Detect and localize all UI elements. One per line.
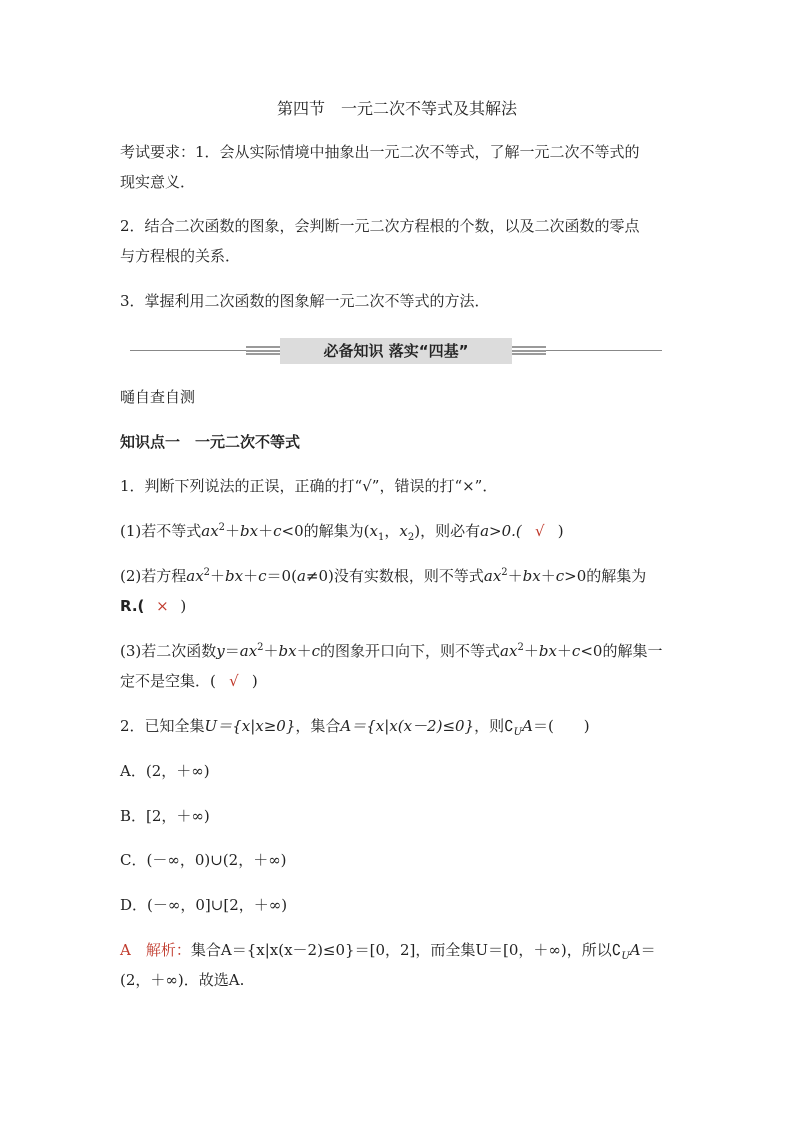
answer-cross-mark: × [156, 597, 169, 615]
banner-rule-right [546, 350, 662, 351]
analysis-label: 解析： [145, 941, 191, 959]
q2-option-a[interactable]: A．(2，＋∞) [120, 762, 210, 780]
q2-analysis-line1: A 解析：集合A＝{x|x(x－2)≤0}＝[0，2]，而全集U＝[0，＋∞)，所以$∁_UA=$ [120, 941, 656, 962]
section-name: 一元二次不等式及其解法 [341, 99, 518, 118]
q1-statement-3-line1: (3)若二次函数$y=ax^2+bx+c$的图象开口向下，则不等式$ax^2+bx+c<0$的解集一 [120, 642, 663, 660]
q2-analysis-line2: (2，＋∞)．故选A. [120, 971, 245, 989]
requirement-item2-line2: 与方程根的关系． [120, 247, 241, 265]
answer-check-mark: √ [229, 672, 239, 690]
requirement-item2-line1: 2．结合二次函数的图象，会判断一元二次方程根的个数，以及二次函数的零点 [120, 217, 640, 235]
q1-statement-2-line1: (2)若方程$ax^2+bx+c=0(a\ne 0)$没有实数根，则不等式$ax^2+bx+c>0$的解集为 [120, 567, 647, 585]
banner-stripes-left [246, 346, 280, 355]
answer-letter: A [120, 941, 131, 959]
q2-option-c[interactable]: C．(－∞，0)∪(2，＋∞) [120, 851, 287, 869]
q1-statement-2-line2: R.( × ) [120, 597, 187, 615]
requirement-item3: 3．掌握利用二次函数的图象解一元二次不等式的方法． [120, 292, 490, 310]
section-label: 嗵自查自测 [120, 388, 196, 406]
section-banner [130, 338, 662, 364]
requirement-line-2: 现实意义． [120, 173, 196, 191]
q1-statement-3-line2: 定不是空集．( √ ) [120, 672, 258, 690]
section-number: 第四节 [276, 99, 325, 118]
requirement-line-1: 考试要求：1．会从实际情境中抽象出一元二次不等式，了解一元二次不等式的 [120, 143, 640, 161]
q1-stem: 1．判断下列说法的正误，正确的打“√”，错误的打“×”． [120, 477, 498, 495]
banner-stripes-right [512, 346, 546, 355]
banner-label: 必备知识 落实“四基” [280, 338, 512, 364]
knowledge-point-heading: 知识点一 一元二次不等式 [120, 433, 301, 451]
answer-check-mark: √ [534, 522, 545, 540]
section-title [0, 96, 794, 119]
q2-option-b[interactable]: B．[2，＋∞) [120, 807, 210, 825]
q2-stem: 2．已知全集U＝{x|x≥0}，集合A＝{x|x(x－2)≤0}，则$∁_UA=$( ) [120, 717, 590, 738]
q2-option-d[interactable]: D．(－∞，0]∪[2，＋∞) [120, 896, 288, 914]
banner-rule-left [130, 350, 246, 351]
q1-statement-1: (1)若不等式$ax^2+bx+c<0$的解集为($x_1$，$x_2$)，则必有a>0.( √ ) [120, 522, 564, 543]
